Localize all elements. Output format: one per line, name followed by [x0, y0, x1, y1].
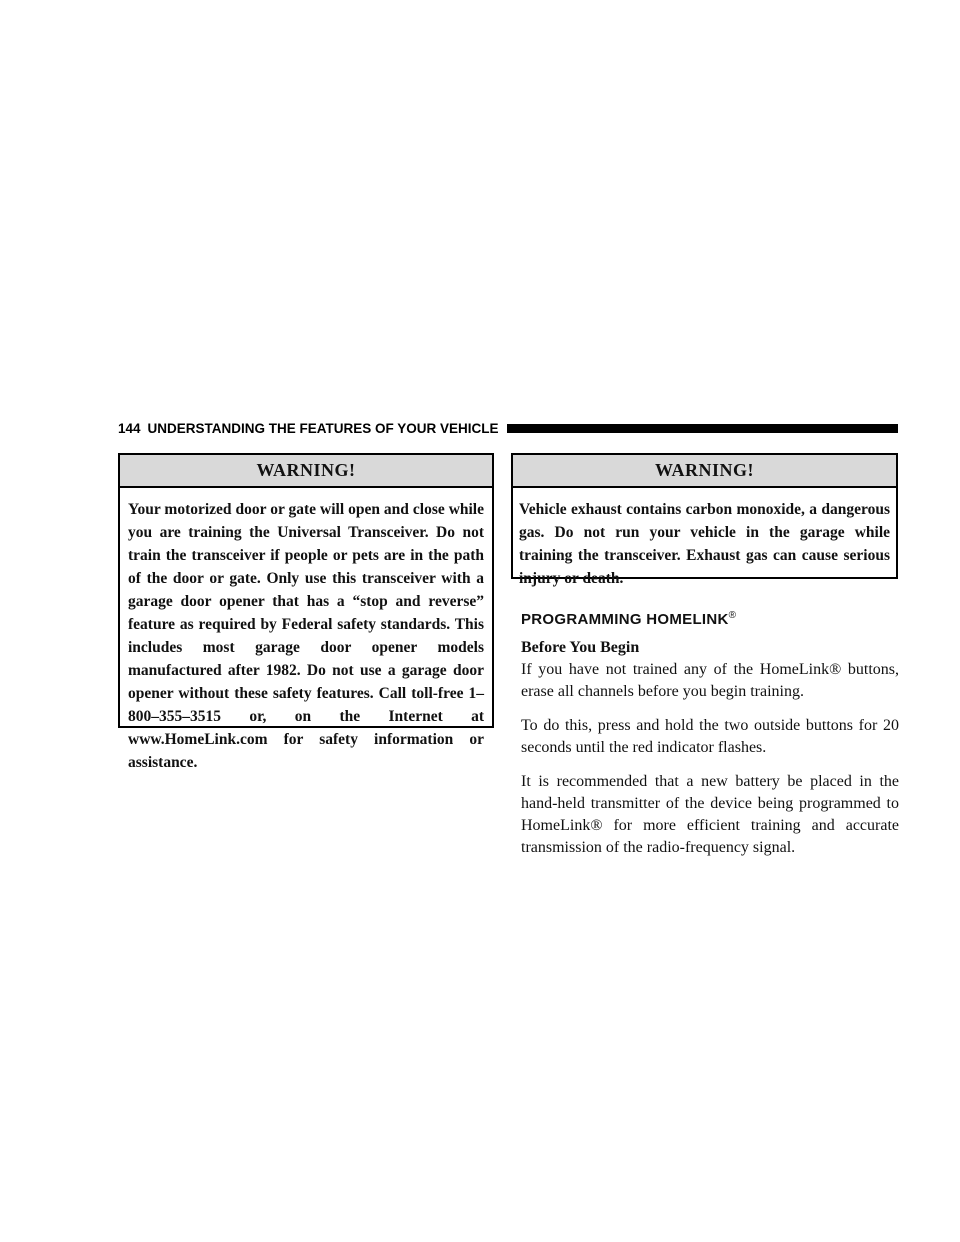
- paragraph-erase-channels: If you have not trained any of the HomeLink® buttons, erase all channels before you begin training.: [521, 661, 899, 700]
- paragraph-battery: It is recommended that a new battery be placed in the hand-held transmitter of the device being programmed to HomeLink® for more efficient training and accurate transmission of the radio-frequency signal.: [521, 773, 899, 856]
- page-number: 144: [118, 420, 141, 436]
- warning-body: Your motorized door or gate will open and close while you are training the Universal Transceiver. Do not train the transceiver if people or pets are in the path of the door or gate. Only use this transceiver with a garage door opener that has a “stop and reverse” feature as required by Federal safety standards. This includes most garage door opener models manufactured after 1982. Do not use a garage door opener without these safety features. Call toll-free 1–800–355–3515 or, on the Internet at www.HomeLink.com for safety information or assistance.: [128, 501, 484, 771]
- page-header: [118, 419, 898, 437]
- header-rule: [507, 424, 898, 433]
- subheading: Before You Begin: [521, 639, 640, 656]
- programming-homelink-section: [521, 610, 899, 871]
- warning-box-garage-door: [118, 453, 494, 771]
- registered-mark: ®: [728, 610, 737, 621]
- warning-title: WARNING!: [513, 455, 896, 488]
- warning-title: WARNING!: [120, 455, 492, 488]
- section-title-text: PROGRAMMING HOMELINK: [521, 611, 729, 628]
- section-title: [521, 610, 899, 628]
- warning-body: Vehicle exhaust contains carbon monoxide, a dangerous gas. Do not run your vehicle in the garage while training the transceiver. Exhaust gas can cause serious injury or death.: [519, 501, 890, 587]
- header-title: UNDERSTANDING THE FEATURES OF YOUR VEHICLE: [147, 420, 499, 436]
- paragraph-hold-buttons: To do this, press and hold the two outside buttons for 20 seconds until the red indicator flashes.: [521, 717, 899, 756]
- warning-box-exhaust: [511, 453, 898, 587]
